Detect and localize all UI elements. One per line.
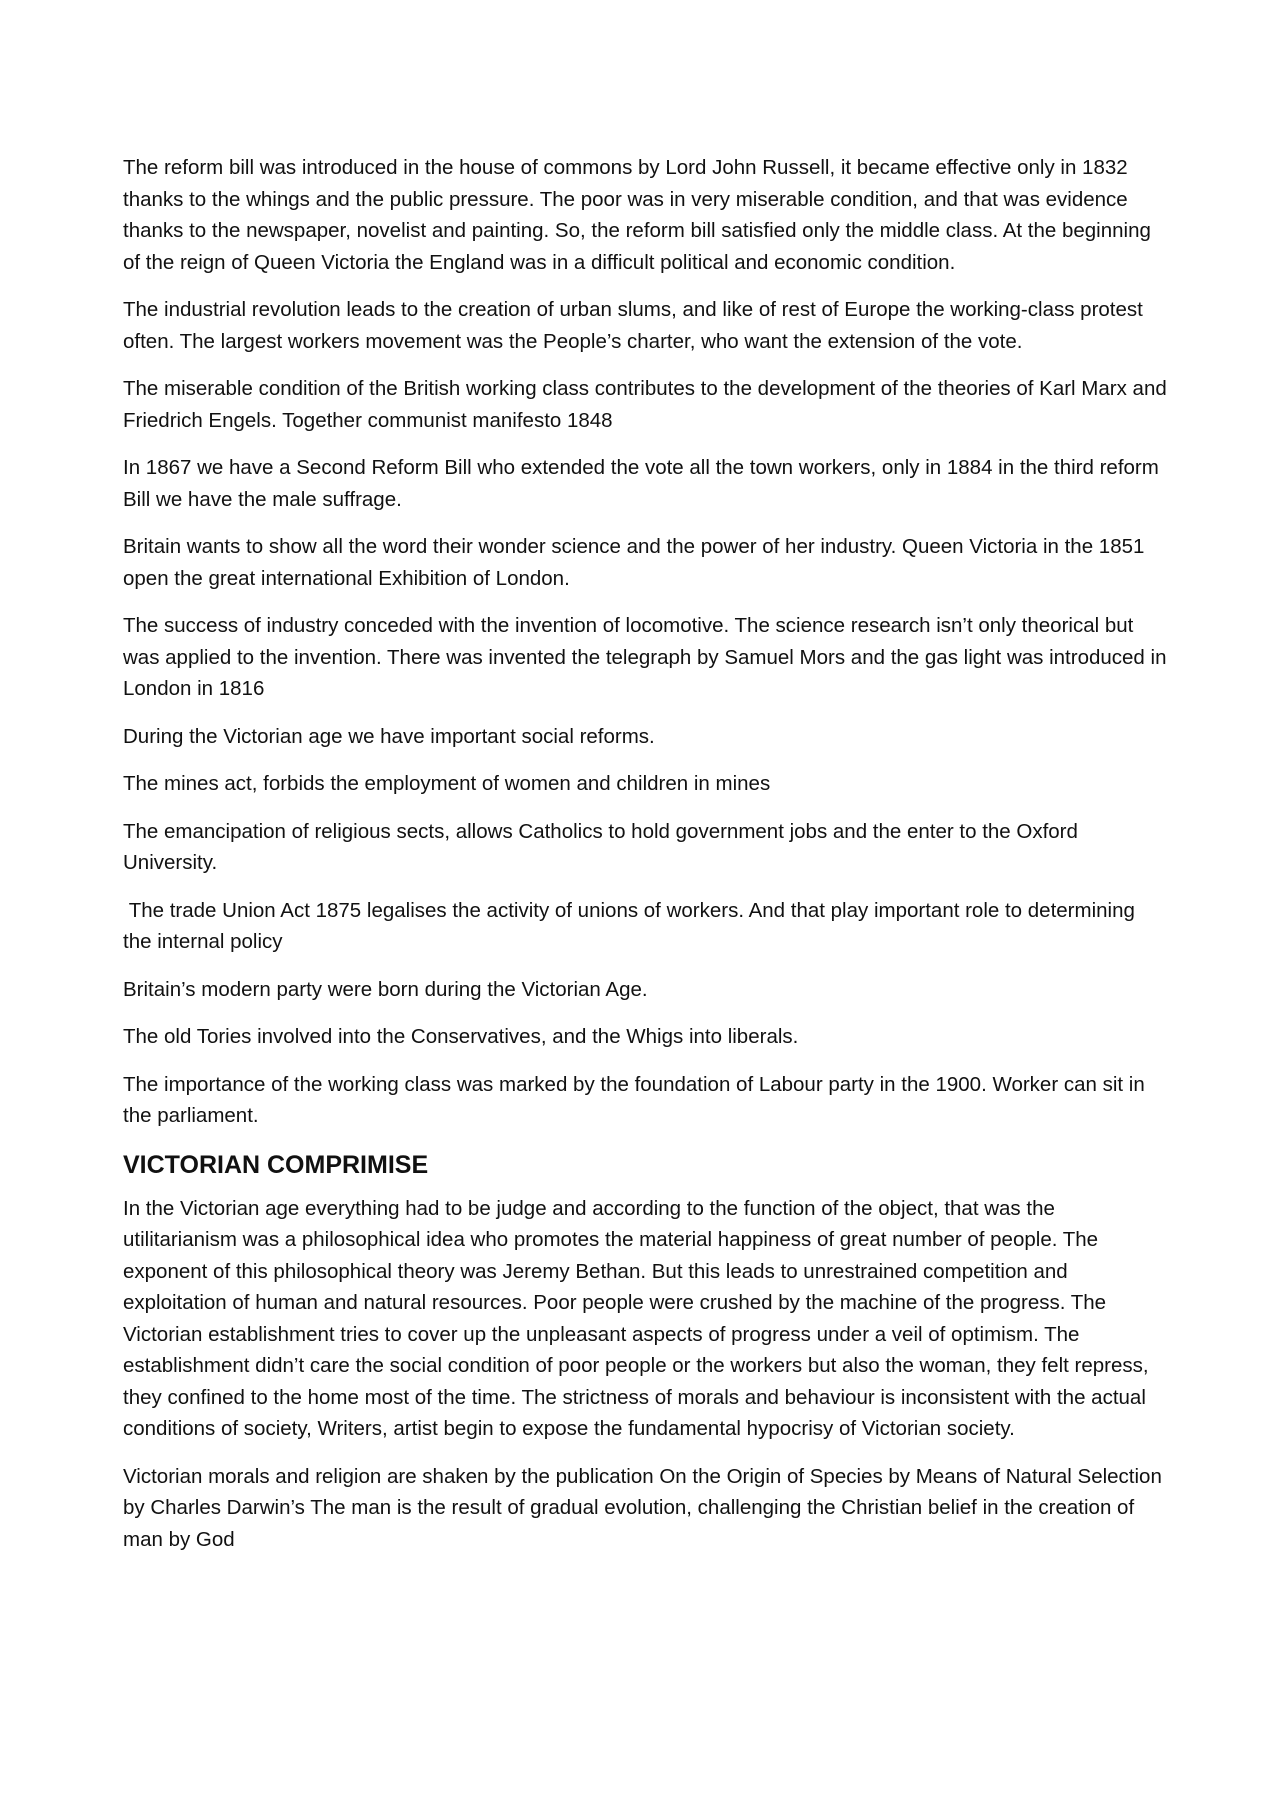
section-heading: VICTORIAN COMPRIMISE [123, 1150, 429, 1179]
paragraph-mines-act: The mines act, forbids the employment of women and children in mines [123, 772, 771, 795]
paragraph-darwin: Victorian morals and religion are shaken by the publication On the Origin of Species by Means of Natural Selection by Charles Darwin’s The man is the result of gradual evolution, challenging the Christian belief in the creation of man by God [123, 1464, 1162, 1551]
paragraph-industry-success: The success of industry conceded with the invention of locomotive. The science research isn’t only theorical but was applied to the invention. There was invented the telegraph by Samuel Mors and the gas light was introduced in London in 1816 [123, 614, 1167, 700]
paragraph-trade-union-act: The trade Union Act 1875 legalises the activity of unions of workers. And that play important role to determining the internal policy [123, 898, 1141, 953]
paragraph-reform-bill: The reform bill was introduced in the house of commons by Lord John Russell, it became effective only in 1832 thanks to the whings and the public pressure. The poor was in very miserable condition, and that was evidence thanks to the newspaper, novelist and painting. So, the reform bill satisfied only the middle class. At the beginning of the reign of Queen Victoria the England was in a difficult political and economic condition. [123, 156, 1151, 274]
document-body [123, 152, 1168, 1571]
paragraph-religious-emancipation: The emancipation of religious sects, allows Catholics to hold government jobs and the enter to the Oxford University. [123, 819, 1078, 874]
paragraph-marx-engels: The miserable condition of the British working class contributes to the development of the theories of Karl Marx and Friedrich Engels. Together communist manifesto 1848 [123, 377, 1167, 432]
paragraph-utilitarianism: In the Victorian age everything had to be judge and according to the function of the object, that was the utilitarianism was a philosophical idea who promotes the material happiness of great number of people. The exponent of this philosophical theory was Jeremy Bethan. But this leads to unrestrained competition and exploitation of human and natural resources. Poor people were crushed by the machine of the progress. The Victorian establishment tries to cover up the unpleasant aspects of progress under a veil of optimism. The establishment didn’t care the social condition of poor people or the workers but also the woman, they felt repress, they confined to the home most of the time. The strictness of morals and behaviour is inconsistent with the actual conditions of society, Writers, artist begin to expose the fundamental hypocrisy of Victorian society. [123, 1196, 1149, 1440]
paragraph-labour-party: The importance of the working class was marked by the foundation of Labour party in the 1900. Worker can sit in the parliament. [123, 1072, 1145, 1127]
paragraph-second-reform-bill: In 1867 we have a Second Reform Bill who extended the vote all the town workers, only in 1884 in the third reform Bill we have the male suffrage. [123, 456, 1159, 511]
paragraph-social-reforms: During the Victorian age we have important social reforms. [123, 724, 655, 748]
paragraph-industrial-revolution: The industrial revolution leads to the creation of urban slums, and like of rest of Europe the working-class protest often. The largest workers movement was the People’s charter, who want the extension of the vote. [123, 298, 1143, 353]
paragraph-modern-parties: Britain’s modern party were born during the Victorian Age. [123, 977, 648, 1001]
paragraph-tories-whigs: The old Tories involved into the Conservatives, and the Whigs into liberals. [123, 1025, 799, 1048]
paragraph-great-exhibition: Britain wants to show all the word their wonder science and the power of her industry. Queen Victoria in the 1851 open the great international Exhibition of London. [123, 535, 1145, 590]
